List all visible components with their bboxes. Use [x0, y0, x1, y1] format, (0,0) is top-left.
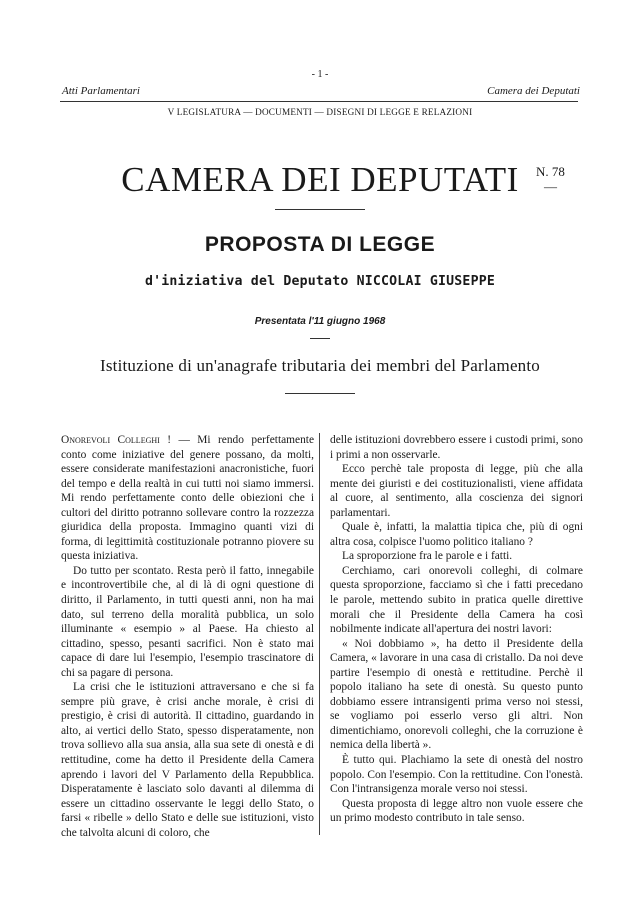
doc-number-label: N. 78 — [536, 164, 565, 179]
paragraph: delle istituzioni dovrebbero essere i custodi primi, sono i primi a non osservarle. — [330, 434, 583, 461]
paragraph: È tutto qui. Plachiamo la sete di onestà del nostro popolo. Con l'esempio. Con la rettitudine. Con l'onestà. Con l'intransigenza morale verso noi stessi. — [330, 754, 583, 796]
bill-title: Istituzione di un'anagrafe tributaria dei membri del Parlamento — [99, 356, 541, 375]
header-subtitle: V LEGISLATURA — DOCUMENTI — DISEGNI DI LEGGE E RELAZIONI — [167, 107, 473, 117]
initiative-line: d'iniziativa del Deputato NICCOLAI GIUSEPPE — [144, 274, 495, 289]
chamber-title: CAMERA DEI DEPUTATI — [121, 160, 519, 199]
doc-number — [536, 164, 565, 194]
paragraph: Do tutto per scontato. Resta però il fatto, innegabile e incontrovertibile che, al di là di ogni questione di diritto, il Parlamento, in tutti questi anni, non ha mai dato, sul terreno della moralità pubblica, un solo illuminante « esempio » al Paese. Ha chiesto al cittadino, spesso, pesanti sacrifici. Non è stato mai capace di dare lui l'esempio, l'esempio trascinatore di chi sa pagare di persona. — [61, 564, 314, 679]
header-left: Atti Parlamentari — [62, 85, 140, 97]
paragraph: La crisi che le istituzioni attraversano e che si fa sempre più grave, è crisi anche morale, è crisi di prestigio, è crisi di autorità. Il cittadino, guardando in alto, ai vertici dello Stato, spesso disperatamente, non trova sollievo alla sua ansia, alla sua sete di onestà e di rettitudine, come ha detto il Presidente della Camera aprendo i lavori del V Parlamento della Repubblica. Disperatamente è lasciato solo davanti al dilemma di essere un cittadino osservante le leggi dello Stato, o farsi « ribelle » dello Stato e delle sue istituzioni, visto che talvolta alcuni di coloro, che — [61, 681, 314, 839]
divider-rule-short — [310, 338, 330, 339]
paragraph-text: — Mi rendo perfettamente conto come iniziative del genere possano, da molti, essere considerate manifestazioni anacronistiche, fuori del tempo e della realtà in cui tutti noi siamo immersi. Mi rendo perfettamente conto delle obiezioni che i cultori del diritto potranno sollevare contro la rozzezza giuridica della proposta. Immagino quanti vizi di forma, di legittimità costituzionale potranno piovere su questa iniziativa. — [61, 434, 314, 563]
paragraph: Questa proposta di legge altro non vuole essere che un primo modesto contributo in tale senso. — [330, 797, 583, 825]
paragraph — [61, 433, 314, 564]
divider-rule — [275, 209, 365, 210]
header-right: Camera dei Deputati — [487, 85, 580, 97]
paragraph: La sproporzione fra le parole e i fatti. — [342, 550, 513, 563]
presentation-date: Presentata l'11 giugno 1968 — [254, 316, 386, 327]
paragraph: Ecco perchè tale proposta di legge, più che alla mente dei giuristi e dei costituzionalisti, viene affidata al cuore, al sentimento, alla coscienza dei signori parlamentari. — [330, 463, 583, 519]
column-separator — [319, 433, 320, 835]
doc-number-dash: — — [543, 179, 557, 194]
paragraph: Cerchiamo, cari onorevoli colleghi, di colmare questa sproporzione, facciamo sì che i fatti precedano le parole, mettendo subito in pratica quelle direttive morali che il Presidente della Camera ha così nobilmente indicate all'apertura dei nostri lavori: — [330, 564, 583, 636]
paragraph: Quale è, infatti, la malattia tipica che, più di ogni altra cosa, colpisce l'uomo politico italiano ? — [330, 521, 583, 548]
body-column-left — [61, 433, 314, 840]
body-column-right — [330, 433, 583, 826]
bill-heading: PROPOSTA DI LEGGE — [204, 233, 436, 256]
salutation: Onorevoli Colleghi ! — [61, 434, 172, 446]
header-rule — [60, 101, 578, 102]
paragraph: « Noi dobbiamo », ha detto il Presidente della Camera, « lavorare in una casa di cristallo. Da noi deve partire l'esempio di onestà e rettitudine. Perchè il popolo italiano ha sete di onestà. Su questo punto dobbiamo essere intransigenti prima verso noi stessi, se vogliamo poi esserlo verso gli altri. Non dimentichiamo, onorevoli colleghi, che la corruzione è nemica della libertà ». — [330, 637, 583, 752]
page-number: - 1 - — [311, 69, 329, 80]
divider-rule-title — [285, 393, 355, 394]
